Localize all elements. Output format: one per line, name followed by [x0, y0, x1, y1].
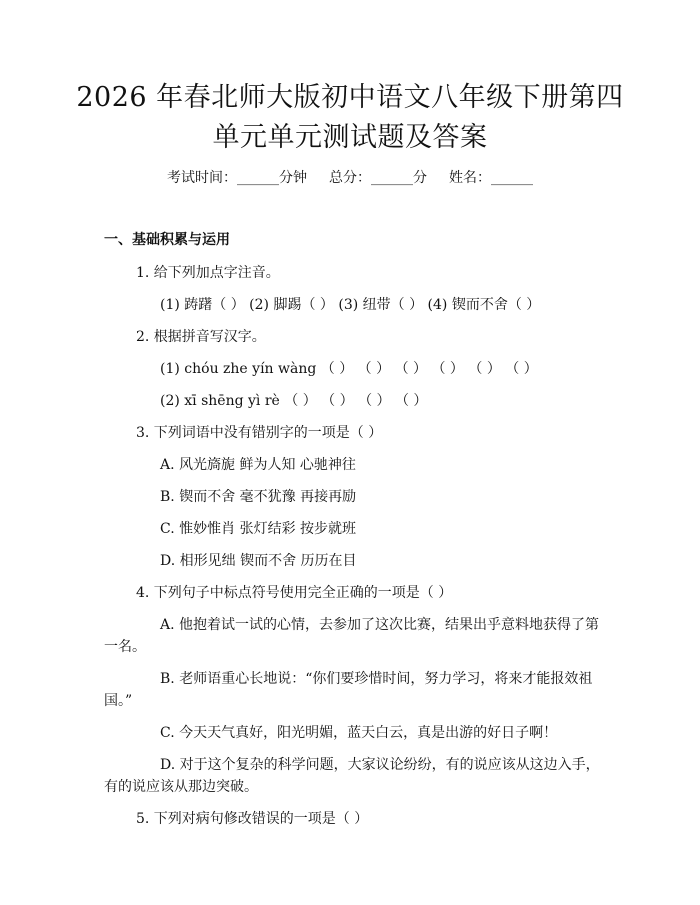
section-heading: 一、基础积累与运用 [104, 232, 230, 248]
question-4-option-b-line-2: 国。” [104, 693, 133, 709]
question-3-stem: 3. 下列词语中没有错别字的一项是（ ） [136, 425, 383, 441]
exam-meta [0, 167, 700, 187]
question-2-stem: 2. 根据拼音写汉字。 [136, 329, 266, 345]
question-3-option-c: C. 惟妙惟肖 张灯结彩 按步就班 [160, 521, 357, 537]
question-3-option-d: D. 相形见绌 锲而不舍 历历在目 [160, 553, 357, 569]
document-title-line-1: 2026 年春北师大版初中语文八年级下册第四 [76, 82, 624, 113]
question-1-items: (1) 踌躇（ ） (2) 脚踢（ ） (3) 纽带（ ） (4) 锲而不舍（ ） [160, 297, 541, 313]
question-4-option-d-line-1: D. 对于这个复杂的科学问题，大家议论纷纷，有的说应该从这边入手， [160, 757, 600, 773]
question-4-option-a-line-2: 一名。 [104, 639, 146, 655]
question-4-option-d-line-2: 有的说应该从那边突破。 [104, 779, 258, 795]
exam-time: 考试时间：______分钟 [167, 170, 307, 186]
exam-name: 姓名：______ [449, 170, 533, 186]
question-4-option-c: C. 今天天气真好，阳光明媚，蓝天白云，真是出游的好日子啊！ [160, 725, 558, 741]
question-2-row-2: (2) xī shēng yì rè （ ） （ ） （ ） （ ） [160, 393, 428, 409]
question-4-option-b-line-1: B. 老师语重心长地说：“你们要珍惜时间，努力学习，将来才能报效祖 [160, 671, 593, 687]
question-5-stem: 5. 下列对病句修改错误的一项是（ ） [136, 811, 369, 827]
document-title-line-2: 单元单元测试题及答案 [212, 122, 488, 153]
question-2-row-1: (1) chóu zhe yín wàng （ ） （ ） （ ） （ ） （ ） （ ） [160, 361, 538, 377]
question-1-stem: 1. 给下列加点字注音。 [136, 265, 280, 281]
question-4-option-a-line-1: A. 他抱着试一试的心情，去参加了这次比赛，结果出乎意料地获得了第 [160, 617, 600, 633]
question-3-option-b: B. 锲而不舍 毫不犹豫 再接再励 [160, 489, 357, 505]
exam-score: 总分：______分 [329, 170, 427, 186]
question-3-option-a: A. 风光旖旎 鲜为人知 心驰神往 [160, 457, 356, 473]
question-4-stem: 4. 下列句子中标点符号使用完全正确的一项是（ ） [136, 585, 453, 601]
